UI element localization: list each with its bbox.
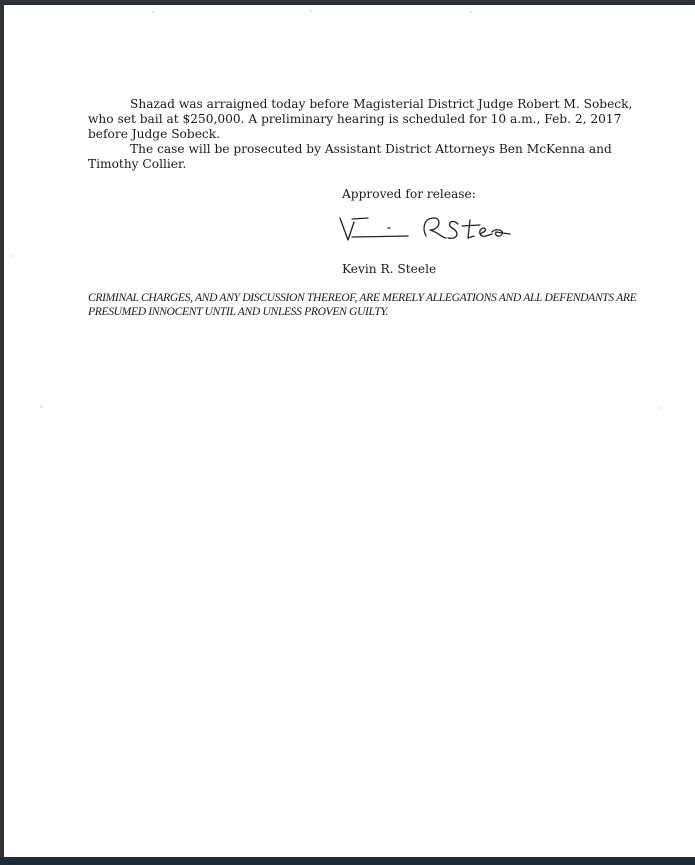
signature-image: [334, 210, 514, 246]
paragraph-arraignment: Shazad was arraigned today before Magisterial District Judge Robert M. Sobeck, who set bail at $250,000. A preliminary hearing is scheduled for 10 a.m., Feb. 2, 2017 before Judge Sobeck.: [88, 97, 633, 141]
approval-label: Approved for release:: [342, 187, 476, 201]
scan-speck: [10, 255, 12, 257]
scan-speck: [152, 11, 154, 13]
scan-speck: [470, 11, 472, 13]
paragraph-prosecutors: The case will be prosecuted by Assistant District Attorneys Ben McKenna and Timothy Collier.: [88, 142, 612, 171]
scan-speck: [310, 10, 312, 12]
viewer-bottom-bar: [0, 857, 695, 865]
signer-name: Kevin R. Steele: [342, 262, 437, 276]
scan-speck: [660, 407, 662, 409]
document-page: [4, 5, 695, 857]
legal-disclaimer: CRIMINAL CHARGES, AND ANY DISCUSSION THEREOF, ARE MERELY ALLEGATIONS AND ALL DEFENDANTS ARE PRESUMED INNOCENT UNTIL AND UNLESS PROVEN GUILTY.: [88, 291, 637, 318]
scan-speck: [40, 406, 42, 408]
